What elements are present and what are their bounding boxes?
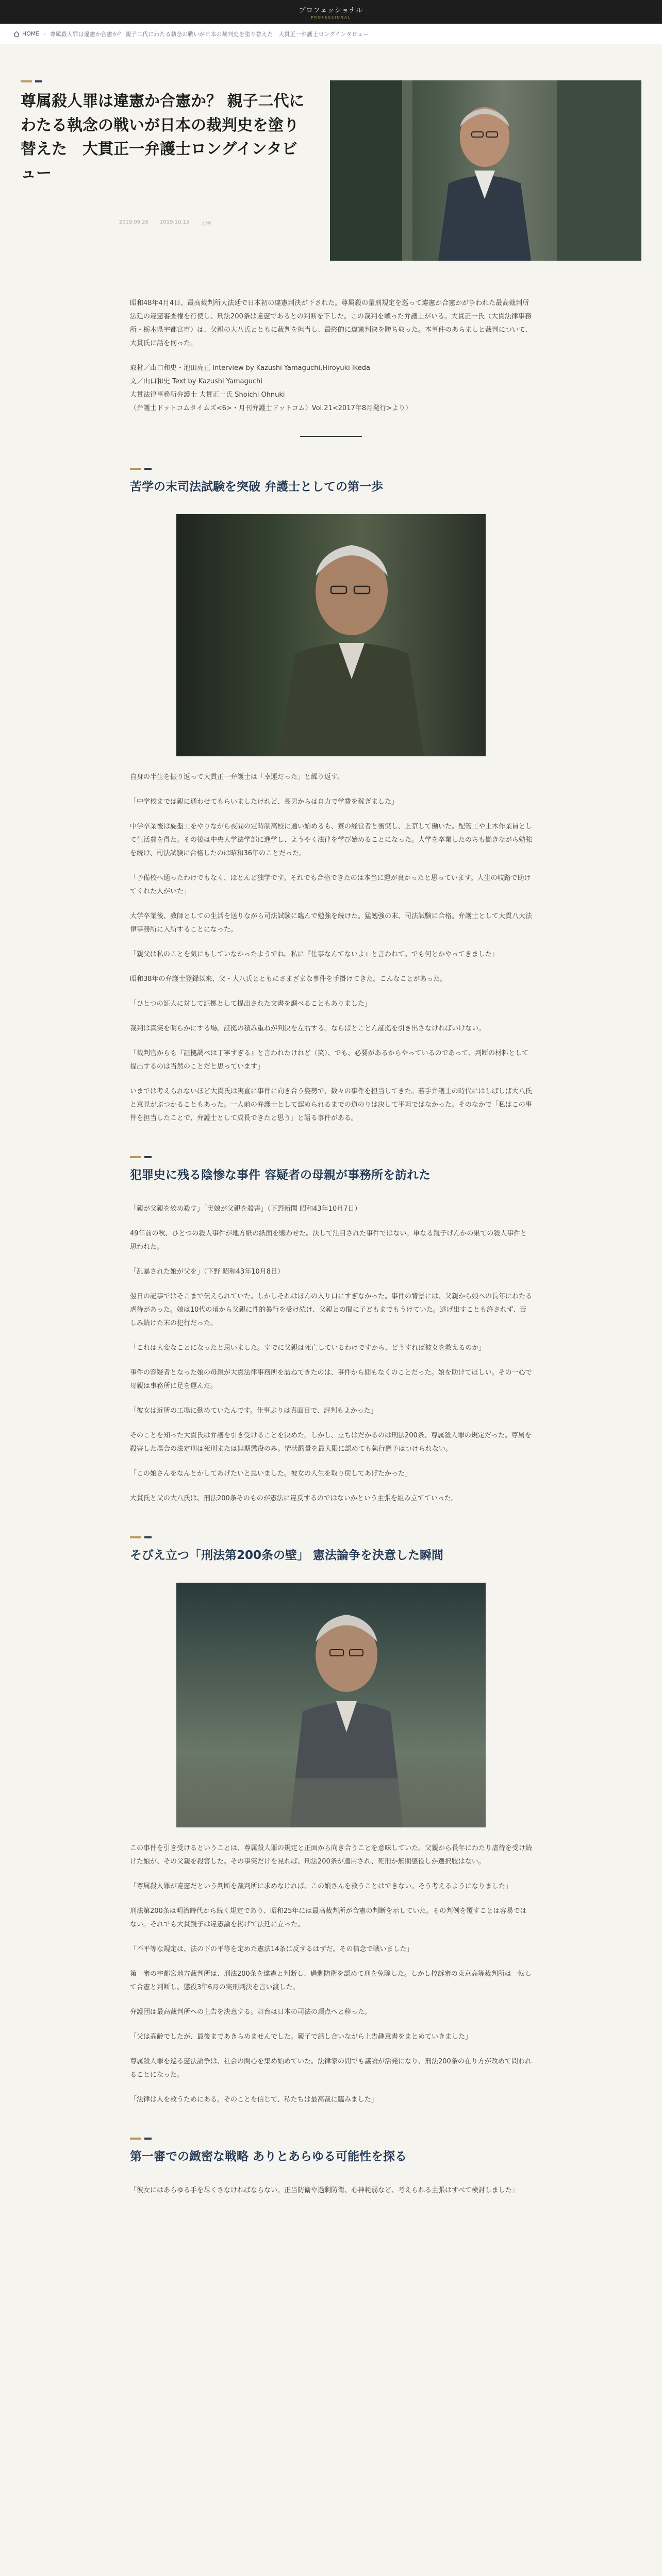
paragraph: 「親父は私のことを気にもしていなかったようでね。私に『仕事なんてないよ』と言われて。でも何とかやってきました」: [130, 951, 499, 958]
paragraph: 49年前の秋、ひとつの殺人事件が地方紙の紙面を賑わせた。決して注目された事件ではない。単なる親子げんかの果ての殺人事件と思われた。: [130, 1230, 527, 1251]
paragraph: 昭和38年の弁護士登録以来、父・大八氏とともにさまざまな事件を手掛けてきた。こんなことがあった。: [130, 975, 447, 983]
breadcrumb-home[interactable]: [13, 30, 39, 37]
section-title: そびえ立つ「刑法第200条の壁」 憲法論争を決意した瞬間: [130, 1549, 444, 1562]
paragraph: 「不平等な規定は、法の下の平等を定めた憲法14条に反するはずだ。その信念で戦いました」: [130, 1945, 413, 1953]
paragraph: 「予備校へ通ったわけでもなく、ほとんど独学です。それでも合格できたのは本当に運が良かったと思っています。人生の岐路で助けてくれた人がいた」: [130, 874, 531, 895]
site-header: [0, 0, 662, 24]
paragraph: 弁護団は最高裁判所への上告を決意する。舞台は日本の司法の頂点へと移った。: [130, 2008, 372, 2016]
paragraph: 「中学校までは親に通わせてもらいましたけれど、長男からは自力で学費を稼ぎました」: [130, 798, 399, 806]
paragraph: いまでは考えられないほど大貫氏は実直に事件に向き合う姿勢で、数々の事件を担当してきた。若手弁護士の時代にはしばしば大八氏と意見がぶつかることもあった。一人前の弁護士として認められるまでの道のりは決して平坦ではなかった。そのなかで「私はこの事件を担当したことで、弁護士として成長できたと思う」と語る事件がある。: [130, 1088, 532, 1122]
credit-line: 取材／山口和史・池田亮正 Interview by Kazushi Yamaguchi,Hiroyuki Ikeda: [130, 364, 370, 372]
paragraph: 「彼女は近所の工場に勤めていたんです。仕事ぶりは真面目で、評判もよかった」: [130, 1407, 377, 1415]
breadcrumb-current: 尊属殺人罪は違憲か合憲か？ 親子二代にわたる執念の戦いが日本の裁判史を塗り替えた 大貫正一弁護士ロングインタビュー: [49, 30, 369, 38]
paragraph: 翌日の記事ではそこまで伝えられていた。しかしそれはほんの入り口にすぎなかった。事件の背景には、父親から娘への長年にわたる虐待があった。娘は10代の頃から父親に性的暴行を受け続け、父親との間に子どもまでもうけていた。逃げ出すことも許されず、苦しみ続けた末の犯行だった。: [130, 1293, 533, 1327]
section-2: [130, 1156, 532, 1505]
section-accent: [130, 1156, 532, 1158]
paragraph: この事件を引き受けるということは、尊属殺人罪の規定と正面から向き合うことを意味していた。父親から長年にわたり虐待を受け続けた娘が、その父親を殺害した。その事実だけを見れば、刑法200条が適用され、死刑か無期懲役しか選択肢はない。: [130, 1844, 533, 1866]
paragraph: そのことを知った大貫氏は弁護を引き受けることを決めた。しかし、立ちはだかるのは刑法200条、尊属殺人罪の規定だった。尊属を殺害した場合の法定刑は死刑または無期懲役のみ。情状酌量を最大限に認めても執行猶予はつけられない。: [130, 1432, 532, 1453]
interview-photo-1: [176, 514, 486, 756]
site-brand[interactable]: プロフェッショナル: [299, 6, 363, 14]
section-1: [130, 468, 532, 1125]
category-tag[interactable]: 人物: [201, 219, 211, 229]
section-title: 苦学の末司法試験を突破 弁護士としての第一歩: [130, 480, 384, 494]
paragraph: 「ひとつの証人に対して証拠として提出された文書を調べることもありました」: [130, 1000, 371, 1008]
paragraph: 大学卒業後、教師としての生活を送りながら司法試験に臨んで勉強を続けた。猛勉強の末、司法試験に合格。弁護士として大貫八大法律事務所に入所することになった。: [130, 912, 533, 934]
article-body: [130, 297, 532, 2197]
credits: [130, 362, 532, 415]
paragraph: 裁判は真実を明らかにする場。証拠の積み重ねが判決を左右する。ならばとことん証拠を引き出さなければいけない。: [130, 1025, 486, 1032]
paragraph: 「彼女にはあらゆる手を尽くさなければならない。正当防衛や過剰防衛、心神耗弱など、考えられる主張はすべて検討しました」: [130, 2187, 519, 2194]
updated-date: 2019.10.15: [160, 219, 189, 229]
section-accent: [130, 1536, 532, 1538]
paragraph: 大貫氏と父の大八氏は、刑法200条そのものが憲法に違反するのではないかという主張を組み立てていった。: [130, 1495, 458, 1502]
site-brand-sub: PROFESSIONAL: [311, 15, 351, 20]
section-3: [130, 1536, 532, 2107]
section-accent: [130, 2138, 532, 2140]
paragraph: 刑法第200条は明治時代から続く規定であり、昭和25年には最高裁判所が合憲の判断を示していた。その判例を覆すことは容易ではない。それでも大貫親子は違憲論を掲げて法廷に立った。: [130, 1907, 527, 1928]
paragraph: 第一審の宇都宮地方裁判所は、刑法200条を違憲と判断し、過剰防衛を認めて刑を免除した。しかし控訴審の東京高等裁判所は一転して合憲と判断し、懲役3年6月の実刑判決を言い渡した。: [130, 1970, 532, 1991]
paragraph: 自身の半生を振り返って大貫正一弁護士は「幸運だった」と繰り返す。: [130, 773, 344, 781]
breadcrumb-separator-icon: ›: [43, 30, 46, 37]
paragraph: 「法律は人を救うためにある。そのことを信じて、私たちは最高裁に臨みました」: [130, 2096, 378, 2104]
hero-text: [21, 80, 330, 266]
section-4: [130, 2138, 532, 2197]
published-date: 2019.09.26: [119, 219, 148, 229]
title-accent: [21, 80, 309, 82]
paragraph: 「父は高齢でしたが、最後まであきらめませんでした。親子で話し合いながら上告趣意書をまとめていきました」: [130, 2033, 472, 2041]
breadcrumb-home-label: HOME: [22, 30, 40, 37]
paragraph: 「親が父親を絞め殺す」「実娘が父親を殺害」（下野新聞 昭和43年10月7日）: [130, 1205, 361, 1213]
paragraph: 「尊属殺人罪が違憲だという判断を裁判所に求めなければ、この娘さんを救うことはできない。そう考えるようになりました」: [130, 1883, 512, 1890]
paragraph: 事件の容疑者となった娘の母親が大貫法律事務所を訪ねてきたのは、事件から間もなくのことだった。娘を助けてほしい。その一心で母親は事務所に足を運んだ。: [130, 1369, 532, 1390]
paragraph: 「裁判官からも『証拠調べは丁寧すぎる』と言われたけれど（笑）、でも、必要があるからやっているのであって、判断の材料として提出するのは当然のことだと思っています」: [130, 1049, 529, 1071]
photo-illustration: [176, 1583, 486, 1827]
portrait-illustration: [330, 80, 641, 261]
article-hero: [0, 44, 662, 266]
credit-line: 大貫法律事務所弁護士 大貫正一氏 Shoichi Ohnuki: [130, 391, 285, 399]
intro-lead: 昭和48年4月4日、最高裁判所大法廷で日本初の違憲判決が下された。尊属殺の量刑規定を巡って違憲か合憲かが争われた最高裁判所法廷の違憲審査権を行使し、刑法200条は違憲であるとの判断を下した。この裁判を戦った弁護士がいる。大貫正一氏（大貫法律事務所・栃木県宇都宮市）は、父親の大八氏とともに裁判を担当し、最終的に違憲判決を勝ち取った。本事件のあらましと裁判について、大貫氏に話を伺った。: [130, 299, 532, 347]
credit-line: 文／山口和史 Text by Kazushi Yamaguchi: [130, 378, 262, 385]
section-accent: [130, 468, 532, 470]
article-meta: [21, 219, 309, 229]
interview-photo-2: [176, 1583, 486, 1827]
section-title: 犯罪史に残る陰惨な事件 容疑者の母親が事務所を訪れた: [130, 1168, 431, 1182]
section-divider: [300, 436, 362, 437]
breadcrumb: [0, 24, 662, 44]
hero-portrait-image: [330, 80, 641, 261]
page-title: 尊属殺人罪は違憲か合憲か？ 親子二代にわたる執念の戦いが日本の裁判史を塗り替えた 大貫正一弁護士ロングインタビュー: [21, 92, 305, 182]
photo-illustration: [176, 514, 486, 756]
paragraph: 「乱暴された娘が父を」（下野 昭和43年10月8日）: [130, 1268, 284, 1276]
paragraph: 「これは大変なことになったと思いました。すでに父親は死亡しているわけですから、どうすれば彼女を救えるのか」: [130, 1344, 486, 1352]
paragraph: 中学卒業後は旋盤工をやりながら夜間の定時制高校に通い始めるも、寮の経営者と衝突し、上京して働いた。配管工や土木作業員として生活費を得た。その後は中央大学法学部に進学し、ようやく法律を学び始めることになった。大学を卒業したのちも働きながら勉強を続け、司法試験に合格したのは昭和36年のことだった。: [130, 823, 533, 857]
section-title: 第一審での緻密な戦略 ありとあらゆる可能性を探る: [130, 2150, 407, 2163]
paragraph: 「この娘さんをなんとかしてあげたいと思いました。彼女の人生を取り戻してあげたかった」: [130, 1470, 412, 1478]
home-icon: [13, 31, 20, 37]
paragraph: 尊属殺人罪を巡る憲法論争は、社会の関心を集め始めていた。法律家の間でも議論が活発になり、刑法200条の在り方が改めて問われることになった。: [130, 2058, 532, 2079]
credit-line: （弁護士ドットコムタイムズ<6>・月刊弁護士ドットコム）Vol.21<2017年8月発行>より）: [130, 404, 412, 412]
